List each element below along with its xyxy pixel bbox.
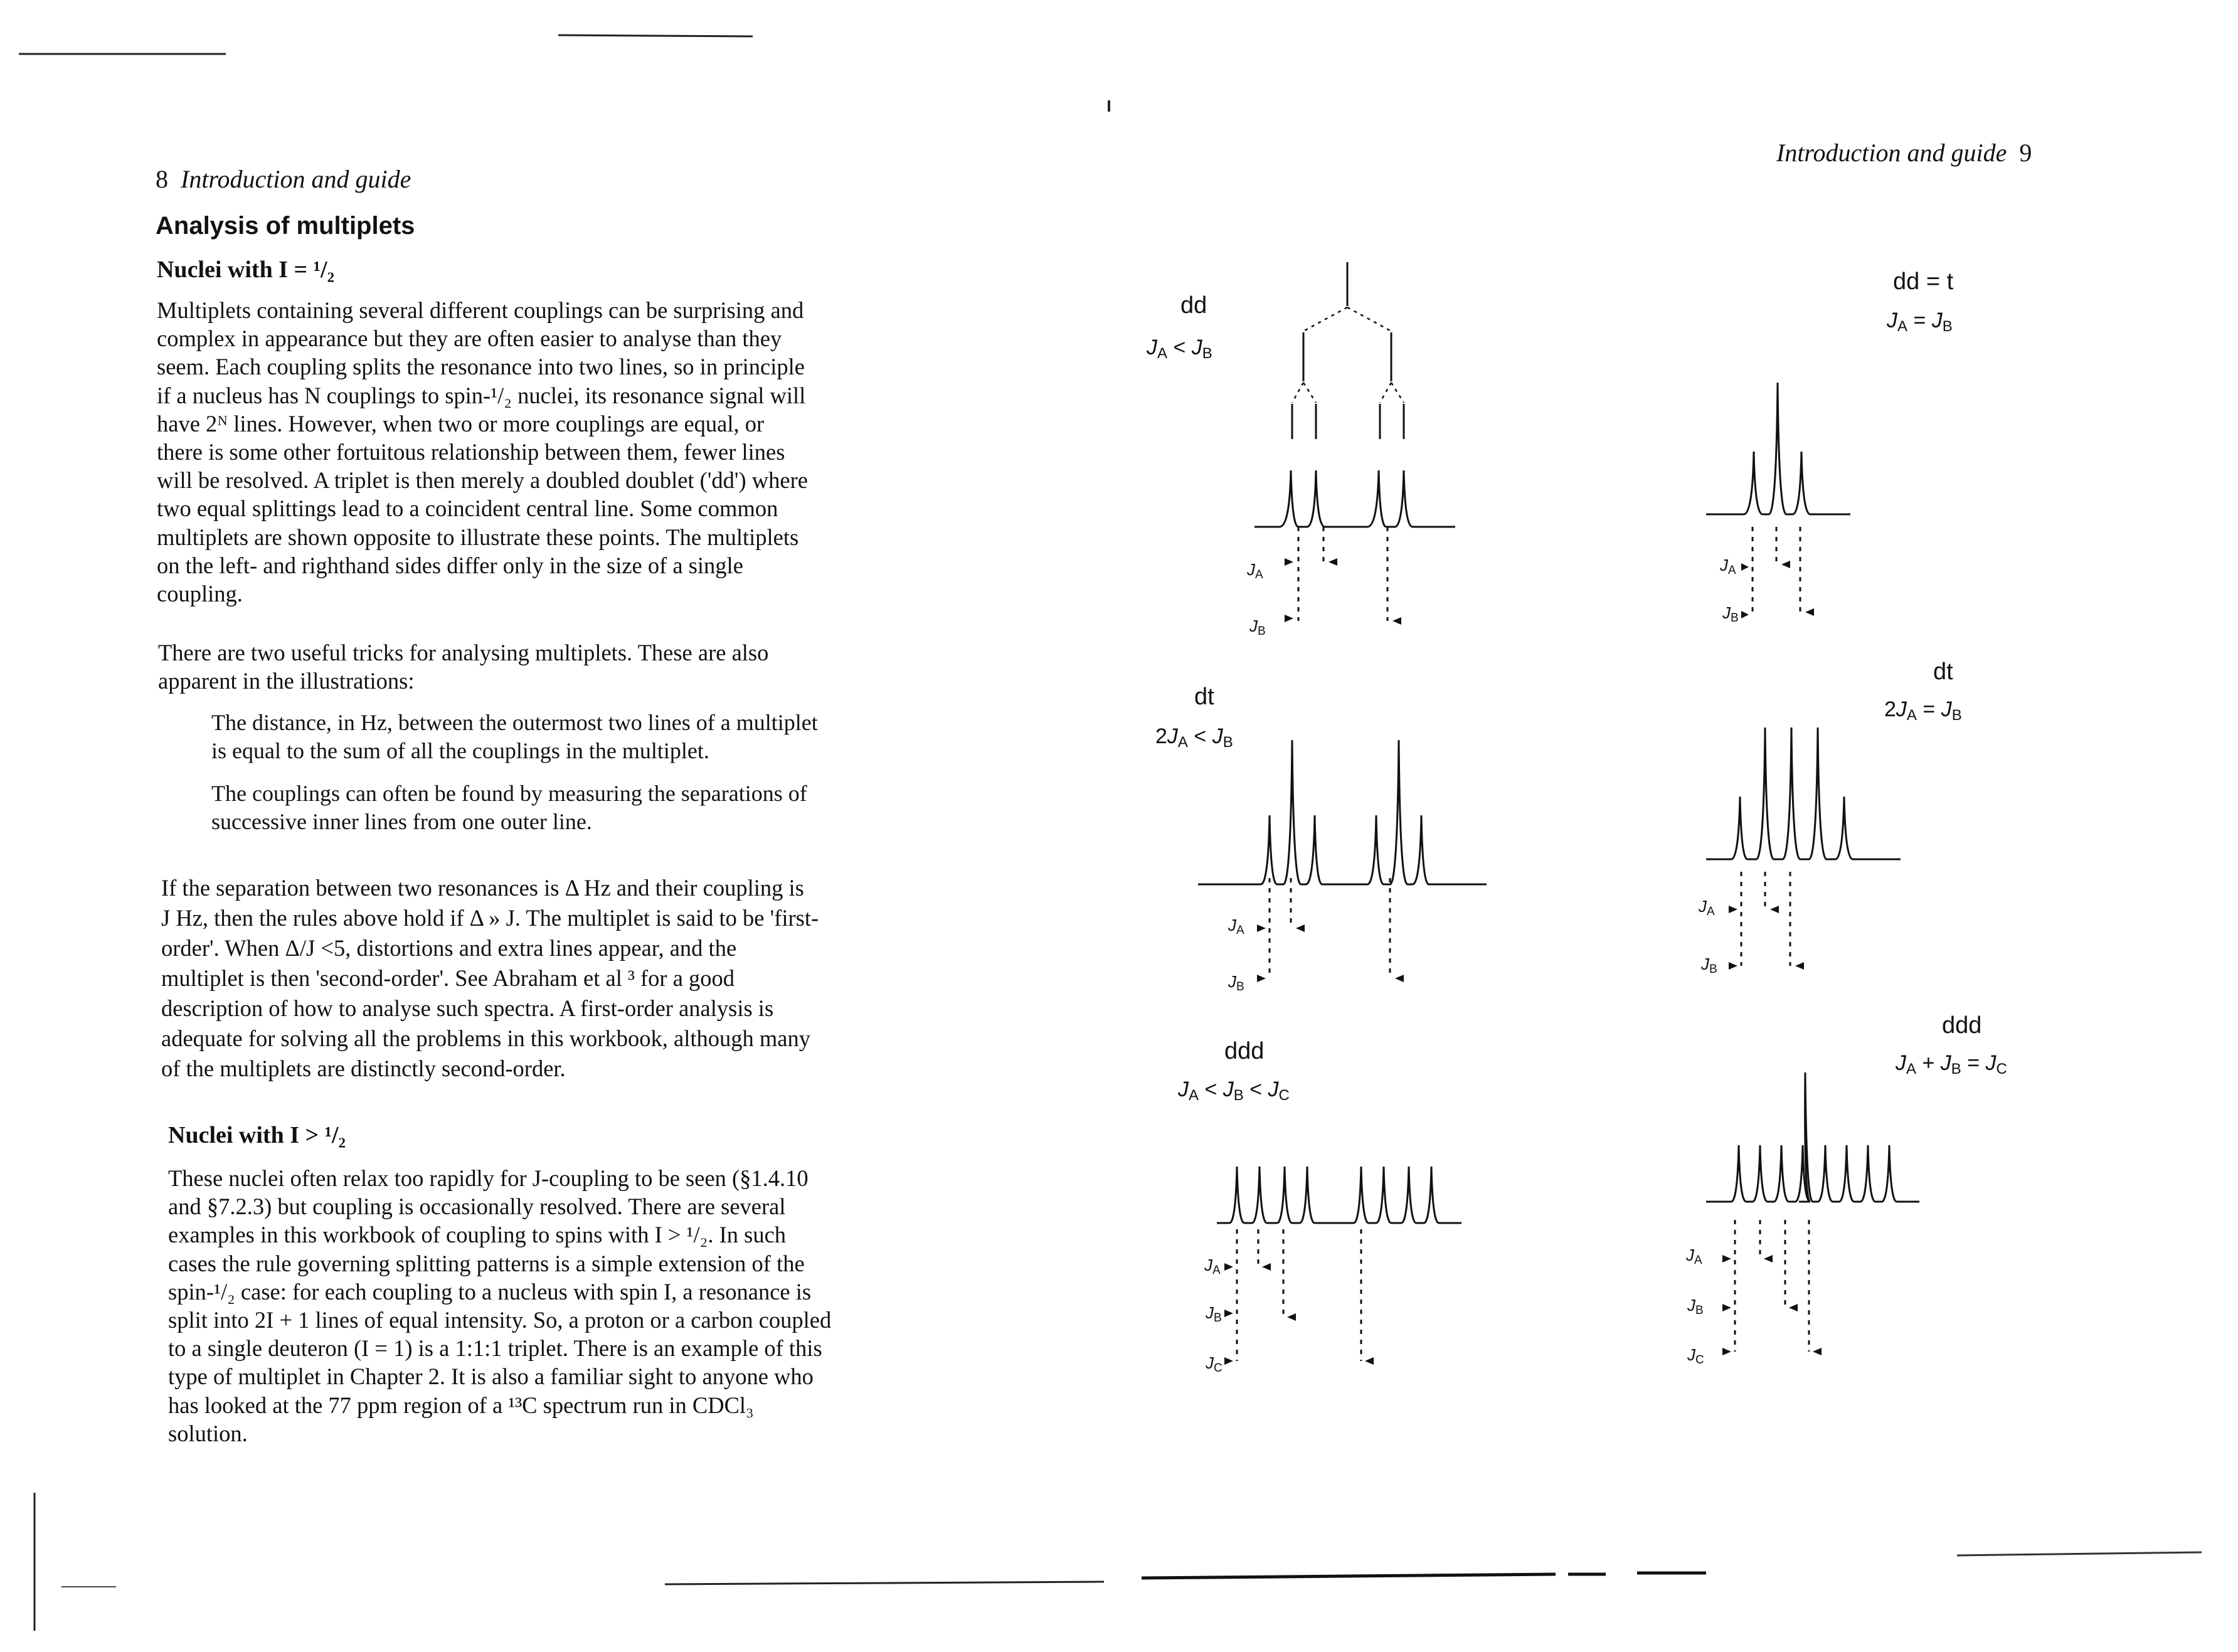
text-line: and §7.2.3) but coupling is occasionally resolved. There are several — [168, 1194, 786, 1220]
text-line: apparent in the illustrations: — [158, 668, 415, 694]
fig-dt-name: dt — [1194, 684, 1214, 710]
ddt-coupling-markers — [1731, 527, 1869, 633]
coupling-j: J — [1228, 916, 1236, 935]
dteq-coupling-markers — [1737, 872, 1888, 978]
text-line: These nuclei often relax too rapidly for J-coupling to be seen (§1.4.10 — [168, 1165, 809, 1191]
left-page — [0, 0, 1104, 1652]
coupling-sub: C — [1695, 1353, 1704, 1367]
paragraph-quadrupolar — [168, 1164, 899, 1448]
text-line: coupling. — [157, 581, 243, 607]
relation-sub: B — [1202, 345, 1212, 362]
right-running-title: Introduction and guide — [1776, 139, 2007, 167]
text-line: adequate for solving all the problems in this workbook, although many — [161, 1025, 810, 1051]
coupling-j: J — [1722, 603, 1731, 622]
text-line: Multiplets containing several different couplings can be surprising and — [157, 297, 804, 323]
trick-outer-lines — [211, 709, 889, 765]
coupling-j: J — [1687, 1345, 1695, 1364]
relation-sub: B — [1222, 734, 1233, 751]
fig-ddd-name: ddd — [1224, 1038, 1265, 1064]
text-line: has looked at the 77 ppm region of a ¹³C spectrum run in CDCl₃ — [168, 1392, 754, 1418]
coupling-sub: A — [1255, 568, 1263, 581]
left-running-title: Introduction and guide — [181, 165, 411, 193]
ddd-label-ja — [1204, 1256, 1221, 1278]
relation-j: J — [1985, 1051, 1997, 1075]
relation-sub: A — [1906, 1061, 1917, 1078]
relation-sub: A — [1189, 1087, 1199, 1104]
coupling-sub: A — [1236, 924, 1244, 937]
ddd-label-jb — [1206, 1303, 1222, 1325]
coupling-j: J — [1686, 1246, 1694, 1264]
dddeq-label-jc — [1687, 1345, 1704, 1367]
relation-j: J — [1887, 309, 1897, 332]
text-line: on the left- and righthand sides differ only in the size of a single — [157, 552, 743, 578]
coupling-j: J — [1701, 955, 1709, 973]
dt-label-ja — [1228, 916, 1244, 938]
dt-spectrum-trace — [1198, 740, 1524, 891]
paragraph-multiplets — [157, 296, 888, 608]
ddd-label-jc — [1206, 1353, 1222, 1375]
fig-ddt-relation — [1887, 309, 1953, 336]
relation-j: J — [1941, 697, 1952, 721]
dddeq-label-jb — [1687, 1296, 1704, 1318]
text-line: order'. When Δ/J <5, distortions and extra lines appear, and the — [161, 935, 737, 961]
fig-dddeq-name: ddd — [1942, 1012, 1982, 1039]
ddd-spectrum-trace — [1217, 1148, 1568, 1236]
relation-j: J — [1896, 697, 1907, 721]
coupling-sub: A — [1212, 1264, 1221, 1277]
relation-sub: A — [1177, 734, 1188, 751]
dteq-spectrum-trace — [1706, 728, 1957, 866]
text-line: have 2ᴺ lines. However, when two or more couplings are equal, or — [157, 410, 765, 437]
coupling-j: J — [1720, 556, 1728, 574]
coupling-sub: B — [1214, 1311, 1222, 1325]
section-title: Analysis of multiplets — [156, 212, 415, 240]
text-line: solution. — [168, 1420, 248, 1446]
text-line: to a single deuteron (I = 1) is a 1:1:1 triplet. There is an example of this — [168, 1335, 822, 1362]
text-line: complex in appearance but they are often easier to analyse than they — [157, 326, 782, 352]
relation-j: J — [1896, 1051, 1906, 1075]
relation-sub: B — [1951, 1061, 1961, 1078]
relation-j: J — [1167, 724, 1178, 748]
text-line: there is some other fortuitous relationship between them, fewer lines — [157, 439, 785, 465]
dd-spectrum-trace — [1254, 452, 1518, 539]
relation-two: 2 — [1884, 697, 1896, 721]
dd-label-jb — [1249, 617, 1266, 638]
dteq-label-ja — [1699, 897, 1715, 919]
coupling-j: J — [1204, 1256, 1212, 1274]
text-line: will be resolved. A triplet is then merely a doubled doublet ('dd') where — [157, 467, 808, 494]
paragraph-tricks — [158, 638, 889, 695]
relation-sub: B — [1951, 707, 1962, 724]
dddeq-spectrum-trace — [1706, 1072, 2007, 1223]
paragraph-first-order — [161, 873, 892, 1084]
ddd-coupling-markers — [1242, 1229, 1468, 1374]
right-page — [1104, 0, 2238, 1652]
coupling-j: J — [1687, 1296, 1695, 1315]
relation-op: = — [1907, 309, 1932, 332]
relation-op: < — [1167, 336, 1192, 359]
dddeq-coupling-markers — [1731, 1220, 1932, 1364]
text-line: examples in this workbook of coupling to spins with I > ¹/₂. In such — [168, 1222, 787, 1248]
dt-coupling-markers — [1267, 878, 1468, 991]
text-line: The distance, in Hz, between the outermost two lines of a multiplet — [211, 710, 818, 735]
coupling-j: J — [1206, 1353, 1214, 1372]
dd-label-ja — [1247, 560, 1263, 582]
text-line: split into 2I + 1 lines of equal intensity. So, a proton or a carbon coupled — [168, 1307, 832, 1333]
relation-j: J — [1147, 336, 1157, 359]
dddeq-label-ja — [1686, 1246, 1702, 1268]
relation-j: J — [1222, 1078, 1234, 1101]
ddt-spectrum-trace — [1706, 383, 1907, 521]
coupling-sub: A — [1728, 564, 1736, 577]
fig-dteq-relation — [1884, 697, 1962, 724]
coupling-sub: A — [1707, 905, 1715, 918]
text-line: successive inner lines from one outer line. — [211, 809, 592, 834]
coupling-j: J — [1206, 1303, 1214, 1322]
text-line: cases the rule governing splitting patterns is a simple extension of the — [168, 1250, 805, 1276]
relation-op: + — [1916, 1051, 1941, 1075]
coupling-sub: B — [1709, 963, 1717, 976]
coupling-j: J — [1228, 972, 1236, 991]
subhead-spin-half: Nuclei with I = ¹/₂ — [157, 257, 334, 283]
coupling-j: J — [1249, 617, 1258, 635]
dteq-label-jb — [1701, 955, 1717, 977]
subhead-spin-greater: Nuclei with I > ¹/₂ — [168, 1122, 346, 1148]
fig-ddt-name: dd = t — [1893, 268, 1954, 295]
text-line: There are two useful tricks for analysing multiplets. These are also — [158, 640, 769, 665]
dt-label-jb — [1228, 972, 1244, 994]
fig-dd-relation — [1147, 336, 1212, 363]
coupling-sub: B — [1731, 612, 1739, 625]
dd-splitting-tree — [1267, 257, 1518, 483]
relation-j: J — [1212, 724, 1223, 748]
relation-sub: C — [1996, 1061, 2007, 1078]
fig-dteq-name: dt — [1933, 659, 1953, 685]
relation-j: J — [1931, 309, 1943, 332]
coupling-sub: B — [1236, 980, 1244, 993]
relation-op: < — [1243, 1078, 1268, 1101]
coupling-sub: B — [1258, 625, 1266, 638]
left-page-number: 8 — [156, 165, 168, 193]
relation-sub: A — [1897, 318, 1908, 335]
relation-op: < — [1199, 1078, 1223, 1101]
ddt-label-ja — [1720, 556, 1736, 578]
text-line: If the separation between two resonances is Δ Hz and their coupling is — [161, 875, 804, 901]
relation-two: 2 — [1155, 724, 1167, 748]
relation-op: = — [1916, 697, 1941, 721]
relation-sub: B — [1233, 1087, 1244, 1104]
text-line: two equal splittings lead to a coincident central line. Some common — [157, 495, 778, 522]
coupling-sub: B — [1695, 1304, 1704, 1317]
relation-j: J — [1268, 1078, 1279, 1101]
relation-j: J — [1178, 1078, 1189, 1101]
relation-sub: A — [1157, 345, 1168, 362]
dd-coupling-markers — [1280, 527, 1468, 652]
text-line: of the multiplets are distinctly second-order. — [161, 1056, 566, 1081]
relation-op: < — [1187, 724, 1212, 748]
text-line: description of how to analyse such spectra. A first-order analysis is — [161, 995, 774, 1021]
text-line: multiplets are shown opposite to illustrate these points. The multiplets — [157, 524, 799, 550]
text-line: seem. Each coupling splits the resonance into two lines, so in principle — [157, 354, 805, 380]
text-line: spin-¹/₂ case: for each coupling to a nucleus with spin I, a resonance is — [168, 1278, 812, 1305]
relation-j: J — [1191, 336, 1202, 359]
fig-ddd-relation — [1178, 1078, 1290, 1104]
right-page-number: 9 — [2019, 139, 2032, 167]
coupling-j: J — [1699, 897, 1707, 916]
text-line: multiplet is then 'second-order'. See Abraham et al ³ for a good — [161, 965, 735, 991]
relation-sub: B — [1942, 318, 1953, 335]
relation-j: J — [1940, 1051, 1951, 1075]
text-line: type of multiplet in Chapter 2. It is also a familiar sight to anyone who — [168, 1363, 814, 1390]
relation-op: = — [1961, 1051, 1986, 1075]
coupling-sub: A — [1694, 1254, 1702, 1267]
relation-sub: A — [1906, 707, 1917, 724]
right-running-head — [1776, 138, 2032, 167]
text-line: The couplings can often be found by measuring the separations of — [211, 781, 807, 806]
left-running-head — [156, 164, 411, 194]
coupling-sub: C — [1214, 1362, 1222, 1375]
text-line: if a nucleus has N couplings to spin-¹/₂ nuclei, its resonance signal will — [157, 382, 806, 408]
text-line: is equal to the sum of all the couplings in the multiplet. — [211, 738, 709, 763]
ddt-label-jb — [1722, 603, 1739, 625]
fig-dd-name: dd — [1180, 292, 1207, 319]
relation-sub: C — [1278, 1087, 1290, 1104]
coupling-j: J — [1247, 560, 1255, 579]
trick-inner-lines — [211, 780, 889, 836]
text-line: J Hz, then the rules above hold if Δ » J. The multiplet is said to be 'first- — [161, 905, 819, 931]
